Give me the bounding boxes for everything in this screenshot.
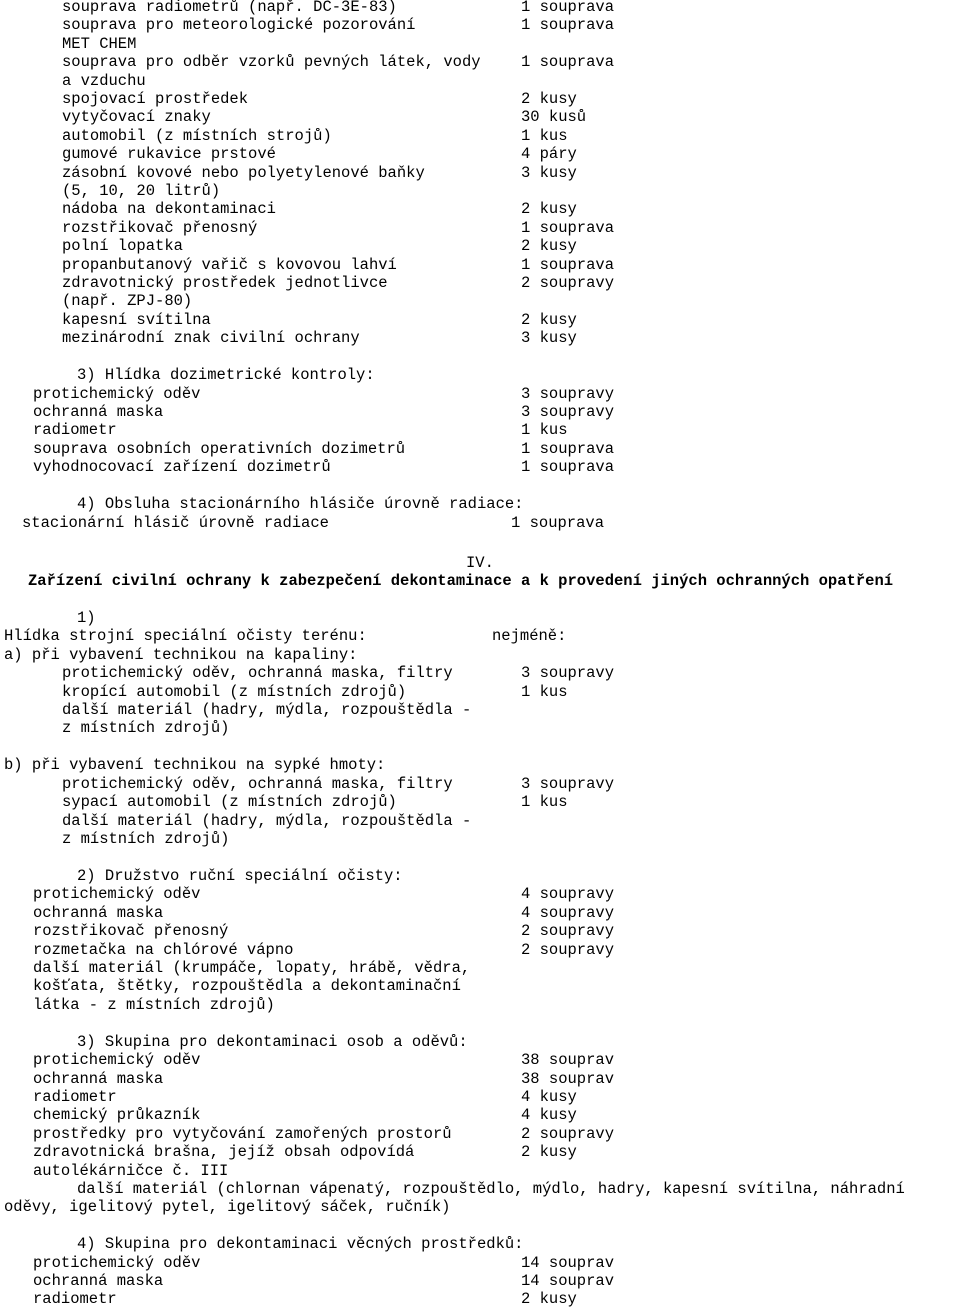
- quantity: 14 souprav: [521, 1254, 615, 1272]
- list-item: chemický průkazník: [33, 1106, 201, 1124]
- quantity: 4 páry: [521, 145, 577, 163]
- quantity: 1 souprava: [521, 16, 615, 34]
- list-item: souprava pro meteorologické pozorování: [62, 16, 416, 34]
- section-heading: Hlídka strojní speciální očisty terénu:: [4, 627, 367, 645]
- quantity: 2 soupravy: [521, 1125, 615, 1143]
- minimum-label: nejméně:: [492, 627, 567, 645]
- quantity: 2 kusy: [521, 90, 577, 108]
- quantity: 3 soupravy: [521, 775, 615, 793]
- quantity: 3 soupravy: [521, 403, 615, 421]
- quantity: 38 souprav: [521, 1051, 615, 1069]
- list-item: vyhodnocovací zařízení dozimetrů: [33, 458, 331, 476]
- list-item: nádoba na dekontaminaci: [62, 200, 276, 218]
- list-item: kapesní svítilna: [62, 311, 211, 329]
- other-material-text: oděvy, igelitový pytel, igelitový sáček, ručník): [4, 1198, 451, 1216]
- list-item: (5, 10, 20 litrů): [62, 182, 221, 200]
- quantity: 2 soupravy: [521, 274, 615, 292]
- list-item: ochranná maska: [33, 1272, 164, 1290]
- chapter-title: Zařízení civilní ochrany k zabezpečení dekontaminace a k provedení jiných ochranných opatření: [28, 572, 894, 590]
- quantity: 1 souprava: [521, 458, 615, 476]
- quantity: 38 souprav: [521, 1070, 615, 1088]
- quantity: 1 souprava: [521, 440, 615, 458]
- quantity: 4 kusy: [521, 1106, 577, 1124]
- list-item: protichemický oděv: [33, 1051, 201, 1069]
- chapter-number: IV.: [466, 554, 494, 572]
- section-heading: 3) Hlídka dozimetrické kontroly:: [77, 366, 375, 384]
- list-item: vytyčovací znaky: [62, 108, 211, 126]
- list-item: z místních zdrojů): [62, 719, 230, 737]
- list-item: prostředky pro vytyčování zamořených prostorů: [33, 1125, 452, 1143]
- quantity: 3 kusy: [521, 329, 577, 347]
- quantity: 2 kusy: [521, 311, 577, 329]
- list-item: sypací automobil (z místních zdrojů): [62, 793, 397, 811]
- list-item: košťata, štětky, rozpouštědla a dekontaminační: [33, 977, 461, 995]
- list-item: z místních zdrojů): [62, 830, 230, 848]
- list-item: protichemický oděv: [33, 385, 201, 403]
- list-item: souprava osobních operativních dozimetrů: [33, 440, 406, 458]
- quantity: 2 kusy: [521, 1143, 577, 1161]
- list-item: zdravotnická brašna, jejíž obsah odpovídá: [33, 1143, 415, 1161]
- list-item: protichemický oděv: [33, 1254, 201, 1272]
- list-item: polní lopatka: [62, 237, 183, 255]
- list-item: ochranná maska: [33, 1070, 164, 1088]
- quantity: 3 soupravy: [521, 664, 615, 682]
- list-item: souprava radiometrů (např. DC-3E-83): [62, 0, 397, 16]
- quantity: 2 kusy: [521, 1290, 577, 1308]
- quantity: 4 soupravy: [521, 885, 615, 903]
- list-item: a vzduchu: [62, 72, 146, 90]
- list-item: rozstřikovač přenosný: [62, 219, 258, 237]
- quantity: 2 kusy: [521, 200, 577, 218]
- quantity: 4 soupravy: [521, 904, 615, 922]
- list-item: souprava pro odběr vzorků pevných látek, vody: [62, 53, 481, 71]
- quantity: 4 kusy: [521, 1088, 577, 1106]
- quantity: 1 kus: [521, 793, 568, 811]
- subsection-heading: b) při vybavení technikou na sypké hmoty:: [4, 756, 386, 774]
- section-heading: 3) Skupina pro dekontaminaci osob a oděvů:: [77, 1033, 468, 1051]
- list-item: radiometr: [33, 1088, 117, 1106]
- section-number: 1): [77, 609, 96, 627]
- list-item: zdravotnický prostředek jednotlivce: [62, 274, 388, 292]
- list-item: MET CHEM: [62, 35, 137, 53]
- list-item: rozstřikovač přenosný: [33, 922, 229, 940]
- list-item: ochranná maska: [33, 904, 164, 922]
- quantity: 1 souprava: [521, 256, 615, 274]
- list-item: další materiál (hadry, mýdla, rozpouštědla -: [62, 701, 472, 719]
- quantity: 1 kus: [521, 683, 568, 701]
- list-item: gumové rukavice prstové: [62, 145, 276, 163]
- list-item: další materiál (hadry, mýdla, rozpouštědla -: [62, 812, 472, 830]
- list-item: protichemický oděv: [33, 885, 201, 903]
- quantity: 1 souprava: [521, 0, 615, 16]
- quantity: 3 kusy: [521, 164, 577, 182]
- quantity: 1 souprava: [521, 219, 615, 237]
- list-item: autolékárničce č. III: [33, 1162, 229, 1180]
- quantity: 1 kus: [521, 421, 568, 439]
- list-item: protichemický oděv, ochranná maska, filtry: [62, 775, 453, 793]
- quantity: 1 souprava: [521, 53, 615, 71]
- quantity: 2 soupravy: [521, 922, 615, 940]
- subsection-heading: a) při vybavení technikou na kapaliny:: [4, 646, 358, 664]
- quantity: 2 kusy: [521, 237, 577, 255]
- quantity: 1 souprava: [511, 514, 605, 532]
- section-heading: 2) Družstvo ruční speciální očisty:: [77, 867, 403, 885]
- other-material-text: další materiál (chlornan vápenatý, rozpouštědlo, mýdlo, hadry, kapesní svítilna, náhradní: [77, 1180, 905, 1198]
- section-heading: 4) Skupina pro dekontaminaci věcných prostředků:: [77, 1235, 524, 1253]
- list-item: další materiál (krumpáče, lopaty, hrábě, vědra,: [33, 959, 471, 977]
- list-item: stacionární hlásič úrovně radiace: [22, 514, 329, 532]
- list-item: kropící automobil (z místních zdrojů): [62, 683, 407, 701]
- quantity: 2 soupravy: [521, 941, 615, 959]
- section-heading: 4) Obsluha stacionárního hlásiče úrovně radiace:: [77, 495, 524, 513]
- list-item: mezinárodní znak civilní ochrany: [62, 329, 360, 347]
- list-item: zásobní kovové nebo polyetylenové baňky: [62, 164, 425, 182]
- list-item: automobil (z místních strojů): [62, 127, 332, 145]
- list-item: protichemický oděv, ochranná maska, filtry: [62, 664, 453, 682]
- list-item: spojovací prostředek: [62, 90, 249, 108]
- quantity: 1 kus: [521, 127, 568, 145]
- list-item: rozmetačka na chlórové vápno: [33, 941, 294, 959]
- list-item: ochranná maska: [33, 403, 164, 421]
- list-item: (např. ZPJ-80): [62, 292, 193, 310]
- list-item: radiometr: [33, 421, 117, 439]
- list-item: látka - z místních zdrojů): [33, 996, 275, 1014]
- quantity: 30 kusů: [521, 108, 587, 126]
- quantity: 3 soupravy: [521, 385, 615, 403]
- quantity: 14 souprav: [521, 1272, 615, 1290]
- list-item: radiometr: [33, 1290, 117, 1308]
- list-item: propanbutanový vařič s kovovou lahví: [62, 256, 397, 274]
